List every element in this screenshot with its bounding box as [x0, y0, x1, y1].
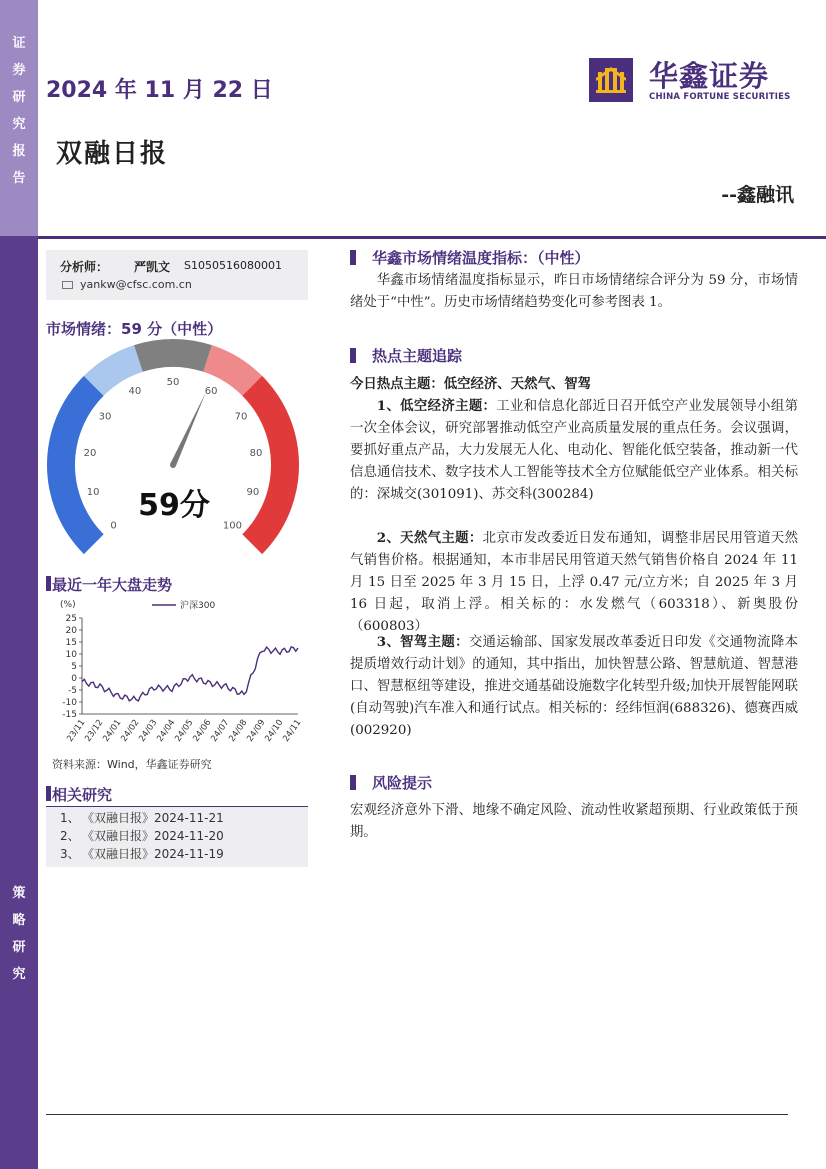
gauge-tick-label: 90: [246, 486, 260, 498]
trend-heading: 最近一年大盘走势: [52, 576, 173, 594]
y-tick-label: 15: [65, 638, 77, 648]
logo-text-cn: 华鑫证券: [649, 59, 770, 93]
trend-heading-marker: [46, 576, 51, 591]
x-tick-label: 24/01: [101, 717, 124, 744]
topic-smart-driving: 3、智驾主题：交通运输部、国家发展改革委近日印发《交通物流降本提质增效行动计划》的通知，其中指出，加快智慧公路、智慧航道、智慧港口、智慧枢纽等建设，推进交通基础设施数字化转型升级;加快开展智能网联(自动驾驶)汽车准入和通行试点。相关标的：经纬恒润(688326)、德赛西威(002920): [350, 634, 798, 738]
gauge-arc-high: [242, 376, 299, 554]
section-heading-mood: 华鑫市场情绪温度指标：（中性）: [350, 247, 590, 268]
topic-natural-gas: 2、天然气主题：北京市发改委近日发布通知，调整非居民用管道天然气销售价格。根据通知，本市非居民用管道天然气销售价格自 2024 年 11 月 15 日至 2025 年 3 月 15 日，上浮 0.47 元/立方米；自 2025 年 3 月 16 日起，取消上浮。相关标的：水发燃气（603318）、新奥股份（600803）: [350, 530, 798, 634]
related-item[interactable]: 1、 《双融日报》2024-11-21: [60, 811, 224, 825]
analyst-name: 严凯文: [134, 260, 171, 274]
y-tick-label: 20: [65, 626, 77, 636]
gauge-arc-mid: [134, 339, 212, 372]
gauge-tick-label: 50: [166, 377, 180, 388]
related-item[interactable]: 3、 《双融日报》2024-11-19: [60, 847, 224, 861]
gauge-tick-label: 0: [110, 520, 117, 532]
gauge-arc-low: [47, 376, 104, 554]
logo-text-en: CHINA FORTUNE SECURITIES: [649, 92, 791, 102]
x-tick-label: 24/10: [263, 717, 286, 744]
mood-score: 59分: [138, 488, 210, 523]
y-tick-label: 25: [65, 614, 77, 624]
x-tick-label: 23/12: [83, 717, 106, 744]
related-heading-marker: [46, 786, 51, 801]
side-label-bottom: 策 略 研 究: [12, 886, 26, 982]
trend-chart: [46, 596, 306, 758]
y-tick-label: -5: [68, 686, 77, 696]
mood-gauge: [40, 335, 306, 555]
analyst-id: S1050516080001: [184, 259, 282, 272]
section-heading-risk: 风险提示: [350, 772, 432, 793]
x-tick-label: 23/11: [65, 717, 88, 744]
x-tick-label: 24/09: [245, 717, 268, 744]
gauge-tick-label: 80: [249, 447, 263, 459]
report-title: 双融日报: [56, 139, 169, 169]
gauge-hub: [170, 462, 176, 468]
hot-topics-intro: 今日热点主题：低空经济、天然气、智驾: [350, 376, 592, 392]
section-heading-hot-topics: 热点主题追踪: [350, 345, 462, 366]
gauge-tick-label: 60: [204, 386, 218, 398]
side-label-top: 证 券 研 究 报 告: [12, 36, 26, 186]
y-tick-label: 10: [65, 650, 77, 660]
topic-low-altitude: 1、低空经济主题：工业和信息化部近日召开低空产业发展领导小组第一次全体会议，研究部署推动低空产业高质量发展的重点任务。会议强调，要抓好重点产品，大力发展无人化、电动化、智能化低空装备，推动新一代信息通信技术、数字技术人工智能等技术全方位赋能低空产业体系。相关标的：深城交(301091)、苏交科(300284): [350, 398, 798, 502]
x-tick-label: 24/04: [155, 717, 178, 744]
analyst-box: [46, 250, 308, 300]
section-body-risk: 宏观经济意外下滑、地缘不确定风险、流动性收紧超预期、行业政策低于预期。: [350, 803, 798, 840]
chart-source: 资料来源：Wind，华鑫证券研究: [52, 758, 212, 771]
logo-mark-icon: [589, 58, 633, 102]
gauge-tick-label: 30: [98, 411, 112, 423]
x-tick-label: 24/06: [191, 717, 214, 744]
legend-label: 沪深300: [180, 601, 216, 611]
report-date: 2024 年 11 月 22 日: [46, 78, 273, 103]
gauge-tick-label: 100: [222, 520, 242, 532]
company-logo: [589, 58, 789, 106]
x-tick-label: 24/02: [119, 717, 142, 744]
analyst-email[interactable]: yankw@cfsc.com.cn: [80, 278, 192, 291]
series-line-hs300: [82, 647, 298, 701]
gauge-tick-label: 10: [86, 486, 100, 498]
email-icon: [62, 281, 73, 289]
gauge-needle: [170, 392, 206, 466]
x-tick-label: 24/05: [173, 717, 196, 744]
related-list: [46, 806, 308, 867]
report-subtitle: --鑫融讯: [721, 184, 794, 206]
related-heading: 相关研究: [52, 786, 113, 804]
header-divider: [38, 236, 826, 239]
analyst-label: 分析师：: [60, 260, 109, 274]
y-tick-label: 5: [71, 662, 77, 672]
gauge-tick-label: 70: [234, 411, 248, 423]
x-tick-label: 24/08: [227, 717, 250, 744]
x-tick-label: 24/07: [209, 717, 232, 744]
related-item[interactable]: 2、 《双融日报》2024-11-20: [60, 829, 224, 843]
y-tick-label: -10: [62, 698, 77, 708]
section-body-mood: 华鑫市场情绪温度指标显示，昨日市场情绪综合评分为 59 分，市场情绪处于“中性”。历史市场情绪趋势变化可参考图表 1。: [350, 273, 798, 310]
footer-divider: [46, 1114, 788, 1115]
x-tick-label: 24/03: [137, 717, 160, 744]
x-tick-label: 24/11: [281, 717, 304, 744]
market-mood-heading: 市场情绪：59 分（中性）: [46, 320, 223, 338]
gauge-tick-label: 20: [83, 447, 97, 459]
y-tick-label: -15: [62, 710, 77, 720]
y-tick-label: 0: [71, 674, 77, 684]
y-axis-label: (%): [60, 600, 76, 610]
gauge-tick-label: 40: [128, 386, 142, 398]
